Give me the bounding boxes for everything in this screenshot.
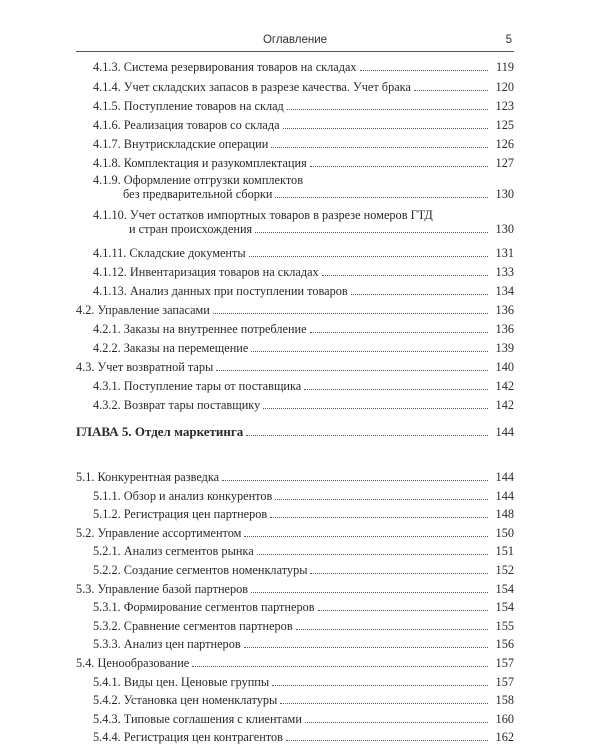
leader-dots bbox=[272, 685, 488, 686]
leader-dots bbox=[310, 573, 488, 574]
toc-entry-page: 144 bbox=[495, 488, 514, 503]
toc-entry-label: 4.1.13. Анализ данных при поступлении товаров bbox=[93, 284, 348, 298]
toc-section bbox=[76, 656, 514, 670]
toc-entry bbox=[93, 322, 514, 336]
toc-entry-label: 5.2.1. Анализ сегментов рынка bbox=[93, 544, 254, 559]
toc-chapter bbox=[76, 425, 514, 439]
leader-dots bbox=[270, 517, 488, 518]
leader-dots bbox=[286, 740, 488, 741]
toc-entry-page: 134 bbox=[495, 284, 514, 298]
toc-entry-page: 133 bbox=[495, 265, 514, 279]
toc-entry-page: 131 bbox=[495, 246, 514, 260]
toc-entry-page: 154 bbox=[495, 581, 514, 596]
toc-entry bbox=[93, 730, 514, 744]
leader-dots bbox=[192, 666, 488, 667]
toc-entry-label: 4.1.6. Реализация товаров со склада bbox=[93, 118, 280, 132]
toc-entry bbox=[93, 284, 514, 298]
toc-entry-label: 4.2.2. Заказы на перемещение bbox=[93, 341, 249, 355]
toc-entry bbox=[93, 619, 514, 633]
toc-entry-page: 127 bbox=[495, 156, 514, 170]
toc-entry-label: 5.3. Управление базой партнеров bbox=[76, 581, 249, 596]
toc-entry-page: 155 bbox=[495, 618, 514, 633]
toc-section bbox=[76, 360, 514, 374]
toc-entry bbox=[93, 60, 514, 74]
leader-dots bbox=[304, 389, 488, 390]
toc-entry-label: 5.2.2. Создание сегментов номенклатуры bbox=[93, 563, 308, 577]
toc-entry-label: 4.1.5. Поступление товаров на склад bbox=[93, 99, 284, 113]
toc-entry-label: 4.3.1. Поступление тары от поставщика bbox=[93, 379, 302, 393]
toc-entry-page: 148 bbox=[495, 507, 514, 522]
leader-dots bbox=[305, 722, 488, 723]
leader-dots bbox=[263, 408, 488, 409]
toc-entry-label: 4.1.4. Учет складских запасов в разрезе качества. Учет брака bbox=[93, 80, 411, 94]
toc-entry bbox=[93, 637, 514, 651]
toc-entry bbox=[93, 208, 514, 236]
leader-dots bbox=[222, 480, 488, 481]
toc-entry-label: 5.3.3. Анализ цен партнеров bbox=[93, 637, 241, 652]
toc-entry-page: 136 bbox=[495, 322, 514, 336]
toc-entry-label: 4.1.10. Учет остатков импортных товаров в разрезе номеров ГТД bbox=[93, 208, 433, 222]
leader-dots bbox=[255, 232, 488, 233]
leader-dots bbox=[287, 109, 488, 110]
toc-entry-page: 157 bbox=[495, 674, 514, 689]
toc-entry-label: 5.1.2. Регистрация цен партнеров bbox=[93, 507, 268, 522]
toc-entry-label: 4.1.7. Внутрискладские операции bbox=[93, 137, 269, 151]
leader-dots bbox=[257, 554, 488, 555]
toc-entry-label: 4.1.9. Оформление отгрузки комплектов bbox=[93, 173, 303, 187]
leader-dots bbox=[310, 332, 488, 333]
toc-entry-page: 123 bbox=[495, 99, 514, 113]
header-page-number: 5 bbox=[505, 34, 512, 46]
toc-entry bbox=[93, 544, 514, 558]
toc-entry-label: 5.1.1. Обзор и анализ конкурентов bbox=[93, 488, 273, 503]
leader-dots bbox=[414, 90, 488, 91]
toc-entry bbox=[93, 156, 514, 170]
toc-entry-page: 158 bbox=[495, 693, 514, 708]
header-title: Оглавление bbox=[262, 34, 328, 46]
chapter-title: ГЛАВА 5. Отдел маркетинга bbox=[76, 424, 244, 439]
toc-entry-page: 157 bbox=[495, 656, 514, 670]
running-header bbox=[76, 33, 514, 52]
toc-entry bbox=[93, 246, 514, 260]
toc-entry-label: 4.2.1. Заказы на внутреннее потребление bbox=[93, 322, 307, 336]
toc-entry-page: 136 bbox=[495, 303, 514, 317]
leader-dots bbox=[280, 703, 488, 704]
toc-entry-label: 5.4.3. Типовые соглашения с клиентами bbox=[93, 711, 302, 726]
leader-dots bbox=[275, 197, 488, 198]
toc-entry-label: 5.4. Ценообразование bbox=[76, 656, 190, 670]
leader-dots bbox=[244, 536, 488, 537]
toc-entry-label: 5.1. Конкурентная разведка bbox=[76, 470, 220, 484]
leader-dots bbox=[360, 70, 488, 71]
toc-entry-page: 152 bbox=[495, 563, 514, 577]
toc-entry-label: 4.3. Учет возвратной тары bbox=[76, 360, 214, 374]
toc-entry bbox=[93, 341, 514, 355]
toc-entry-page: 144 bbox=[495, 425, 514, 439]
toc-entry-label-continued: и стран происхождения bbox=[129, 222, 253, 236]
leader-dots bbox=[351, 294, 488, 295]
toc-entry-label: 5.3.2. Сравнение сегментов партнеров bbox=[93, 618, 293, 633]
toc-entry-page: 139 bbox=[495, 341, 514, 355]
toc-entry bbox=[93, 507, 514, 521]
toc-entry-label: 4.1.12. Инвентаризация товаров на складах bbox=[93, 265, 319, 279]
toc-entry-label: 5.4.1. Виды цен. Ценовые группы bbox=[93, 674, 270, 689]
toc-entry-label: 4.1.3. Система резервирования товаров на складах bbox=[93, 60, 357, 74]
toc-entry-label: 4.3.2. Возврат тары поставщику bbox=[93, 398, 261, 412]
toc-entry bbox=[93, 675, 514, 689]
toc-entry bbox=[93, 712, 514, 726]
toc-entry-label: 5.2. Управление ассортиментом bbox=[76, 525, 242, 540]
toc-entry-page: 130 bbox=[495, 187, 514, 201]
toc-entry-label: 4.2. Управление запасами bbox=[76, 303, 210, 317]
toc-entry-label-continued: без предварительной сборки bbox=[123, 187, 273, 201]
toc-entry bbox=[93, 99, 514, 113]
leader-dots bbox=[213, 313, 488, 314]
toc-entry-page: 126 bbox=[495, 137, 514, 151]
leader-dots bbox=[318, 610, 488, 611]
leader-dots bbox=[322, 275, 488, 276]
leader-dots bbox=[249, 256, 488, 257]
toc-entry bbox=[93, 118, 514, 132]
leader-dots bbox=[251, 351, 488, 352]
toc-entry-page: 142 bbox=[495, 379, 514, 393]
toc-entry-page: 144 bbox=[495, 470, 514, 484]
toc-entry-page: 119 bbox=[496, 60, 514, 74]
toc-section bbox=[76, 303, 514, 317]
toc-entry-page: 130 bbox=[495, 222, 514, 236]
toc-entry-label: 4.1.11. Складские документы bbox=[93, 246, 246, 260]
leader-dots bbox=[275, 499, 488, 500]
leader-dots bbox=[271, 147, 488, 148]
leader-dots bbox=[283, 128, 488, 129]
toc-entry bbox=[93, 600, 514, 614]
toc-entry bbox=[93, 398, 514, 412]
toc-entry bbox=[93, 563, 514, 577]
toc-section bbox=[76, 582, 514, 596]
toc-section bbox=[76, 526, 514, 540]
toc-entry-page: 150 bbox=[495, 525, 514, 540]
toc-entry bbox=[93, 80, 514, 94]
toc-entry-page: 154 bbox=[495, 600, 514, 615]
leader-dots bbox=[216, 370, 488, 371]
leader-dots bbox=[296, 629, 488, 630]
toc-entry bbox=[93, 265, 514, 279]
toc-section bbox=[76, 470, 514, 484]
toc-entry-page: 120 bbox=[495, 80, 514, 94]
toc-entry-page: 156 bbox=[495, 637, 514, 652]
toc-entry-page: 140 bbox=[495, 360, 514, 374]
leader-dots bbox=[244, 647, 488, 648]
toc-entry-page: 162 bbox=[495, 730, 514, 745]
toc-entry bbox=[93, 489, 514, 503]
toc-entry-label: 5.4.2. Установка цен номенклатуры bbox=[93, 693, 278, 708]
toc-entry-label: 5.3.1. Формирование сегментов партнеров bbox=[93, 600, 315, 615]
toc-entry-label: 5.4.4. Регистрация цен контрагентов bbox=[93, 730, 283, 745]
toc-entry bbox=[93, 137, 514, 151]
leader-dots bbox=[246, 435, 488, 436]
leader-dots bbox=[251, 592, 488, 593]
toc-entry-label: 4.1.8. Комплектация и разукомплектация bbox=[93, 156, 307, 170]
toc-entry-page: 160 bbox=[495, 711, 514, 726]
toc-entry-page: 125 bbox=[495, 118, 514, 132]
toc-entry bbox=[93, 693, 514, 707]
toc-entry bbox=[93, 379, 514, 393]
toc-entry-page: 151 bbox=[495, 544, 514, 559]
leader-dots bbox=[310, 166, 488, 167]
toc-entry-page: 142 bbox=[495, 398, 514, 412]
toc-entry bbox=[93, 173, 514, 201]
